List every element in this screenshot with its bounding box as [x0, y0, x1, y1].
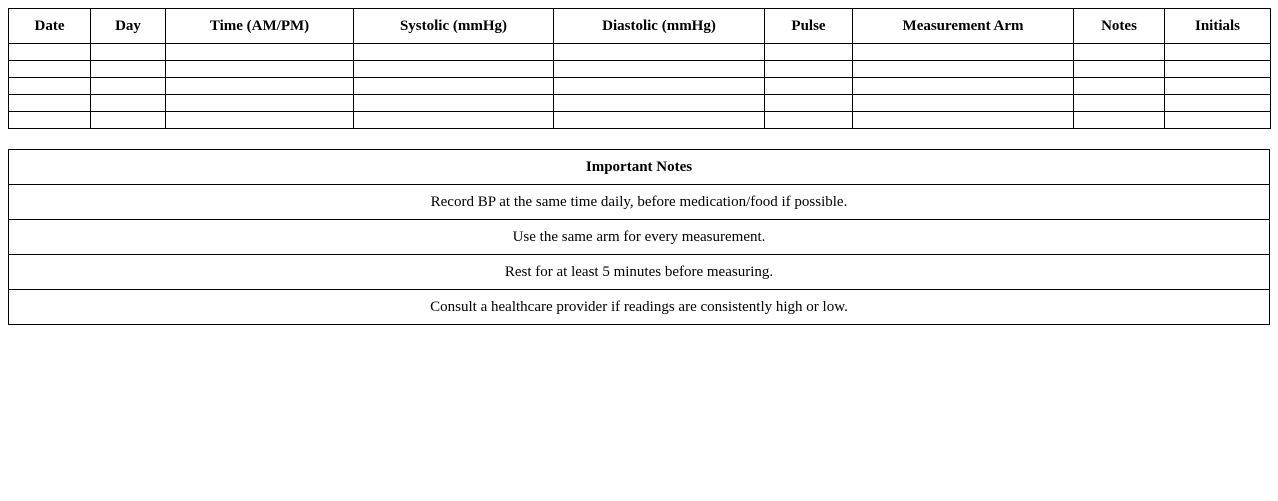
header-pulse: Pulse: [765, 9, 853, 44]
header-notes: Notes: [1074, 9, 1165, 44]
table-row: [9, 61, 1271, 78]
table-cell[interactable]: [765, 44, 853, 61]
note-row: [9, 220, 1270, 255]
bp-log-table: [8, 8, 1271, 129]
table-cell[interactable]: [765, 95, 853, 112]
table-cell[interactable]: [354, 61, 554, 78]
header-row: [9, 9, 1271, 44]
table-cell[interactable]: [554, 112, 765, 129]
table-cell[interactable]: [9, 95, 91, 112]
notes-title: Important Notes: [9, 150, 1270, 185]
table-cell[interactable]: [1074, 95, 1165, 112]
header-measurement-arm: Measurement Arm: [853, 9, 1074, 44]
table-cell[interactable]: [91, 78, 166, 95]
table-cell[interactable]: [91, 44, 166, 61]
table-cell[interactable]: [1074, 78, 1165, 95]
table-cell[interactable]: [554, 44, 765, 61]
note-item: Record BP at the same time daily, before medication/food if possible.: [9, 185, 1270, 220]
table-cell[interactable]: [1165, 95, 1271, 112]
table-cell[interactable]: [1074, 112, 1165, 129]
note-item: Consult a healthcare provider if readings are consistently high or low.: [9, 290, 1270, 325]
table-cell[interactable]: [1165, 61, 1271, 78]
table-cell[interactable]: [554, 95, 765, 112]
log-body: [9, 44, 1271, 129]
table-row: [9, 95, 1271, 112]
table-cell[interactable]: [354, 95, 554, 112]
notes-title-row: [9, 150, 1270, 185]
header-initials: Initials: [1165, 9, 1271, 44]
table-cell[interactable]: [853, 61, 1074, 78]
table-cell[interactable]: [1165, 78, 1271, 95]
table-cell[interactable]: [9, 44, 91, 61]
note-item: Use the same arm for every measurement.: [9, 220, 1270, 255]
table-cell[interactable]: [1165, 112, 1271, 129]
table-cell[interactable]: [1074, 44, 1165, 61]
table-cell[interactable]: [354, 112, 554, 129]
table-cell[interactable]: [853, 95, 1074, 112]
table-cell[interactable]: [765, 61, 853, 78]
table-cell[interactable]: [765, 112, 853, 129]
table-row: [9, 78, 1271, 95]
table-cell[interactable]: [91, 61, 166, 78]
table-cell[interactable]: [166, 61, 354, 78]
table-cell[interactable]: [554, 61, 765, 78]
table-cell[interactable]: [166, 78, 354, 95]
table-cell[interactable]: [765, 78, 853, 95]
note-row: [9, 185, 1270, 220]
header-diastolic: Diastolic (mmHg): [554, 9, 765, 44]
note-row: [9, 290, 1270, 325]
header-day: Day: [91, 9, 166, 44]
table-cell[interactable]: [1074, 61, 1165, 78]
table-cell[interactable]: [166, 112, 354, 129]
table-cell[interactable]: [166, 95, 354, 112]
table-cell[interactable]: [853, 78, 1074, 95]
table-cell[interactable]: [853, 112, 1074, 129]
table-cell[interactable]: [166, 44, 354, 61]
table-cell[interactable]: [91, 112, 166, 129]
table-row: [9, 44, 1271, 61]
table-cell[interactable]: [9, 61, 91, 78]
header-date: Date: [9, 9, 91, 44]
table-cell[interactable]: [354, 78, 554, 95]
header-time: Time (AM/PM): [166, 9, 354, 44]
table-cell[interactable]: [554, 78, 765, 95]
important-notes-table: [8, 149, 1270, 325]
table-cell[interactable]: [91, 95, 166, 112]
table-cell[interactable]: [1165, 44, 1271, 61]
table-row: [9, 112, 1271, 129]
table-cell[interactable]: [354, 44, 554, 61]
note-item: Rest for at least 5 minutes before measuring.: [9, 255, 1270, 290]
note-row: [9, 255, 1270, 290]
header-systolic: Systolic (mmHg): [354, 9, 554, 44]
table-cell[interactable]: [853, 44, 1074, 61]
table-cell[interactable]: [9, 78, 91, 95]
table-cell[interactable]: [9, 112, 91, 129]
